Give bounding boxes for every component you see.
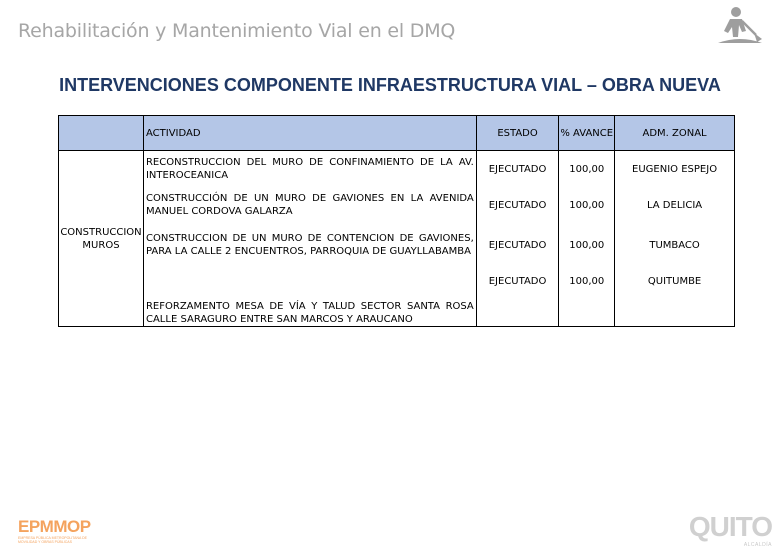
table-row xyxy=(59,223,735,267)
actividad-cell: RECONSTRUCCION DEL MURO DE CONFINAMIENTO DE LA AV. INTEROCEANICA xyxy=(143,151,476,188)
actividad-cell: REFORZAMENTO MESA DE VÍA Y TALUD SECTOR SANTA ROSA CALLE SARAGURO ENTRE SAN MARCOS Y ARAUCANO xyxy=(143,267,476,327)
estado-cell: EJECUTADO xyxy=(476,267,559,327)
slide-title: INTERVENCIONES COMPONENTE INFRAESTRUCTURA VIAL – OBRA NUEVA xyxy=(59,75,721,95)
zonal-cell: EUGENIO ESPEJO xyxy=(615,151,735,188)
estado-cell: EJECUTADO xyxy=(476,151,559,188)
quito-logo-text: QUITO xyxy=(688,511,772,542)
actividad-cell: CONSTRUCCION DE UN MURO DE CONTENCION DE GAVIONES, PARA LA CALLE 2 ENCUENTROS, PARROQUIA DE GUAYLLABAMBA xyxy=(143,223,476,267)
column-header-avance: % AVANCE xyxy=(559,116,615,151)
table-row xyxy=(59,187,735,223)
actividad-cell: CONSTRUCCIÓN DE UN MURO DE GAVIONES EN LA AVENIDA MANUEL CORDOVA GALARZA xyxy=(143,187,476,223)
avance-cell: 100,00 xyxy=(559,187,615,223)
quito-logo xyxy=(688,512,772,552)
estado-cell: EJECUTADO xyxy=(476,187,559,223)
zonal-cell: QUITUMBE xyxy=(615,267,735,327)
group-cell: CONSTRUCCION MUROS xyxy=(59,151,144,327)
quito-logo-subtitle: ALCALDÍA xyxy=(743,542,772,548)
table-row xyxy=(59,151,735,188)
column-header-adm-zonal: ADM. ZONAL xyxy=(615,116,735,151)
epmmop-logo xyxy=(18,518,98,552)
avance-cell: 100,00 xyxy=(559,151,615,188)
presentation-header-title: Rehabilitación y Mantenimiento Vial en el DMQ xyxy=(18,20,456,42)
zonal-cell: TUMBACO xyxy=(615,223,735,267)
worker-digging-icon xyxy=(716,5,764,45)
epmmop-logo-subtitle: EMPRESA PÚBLICA METROPOLITANA DE MOVILIDAD Y OBRAS PÚBLICAS xyxy=(18,536,87,544)
zonal-cell: LA DELICIA xyxy=(615,187,735,223)
avance-cell: 100,00 xyxy=(559,267,615,327)
table-row xyxy=(59,267,735,327)
column-header-estado: ESTADO xyxy=(476,116,559,151)
column-header-actividad: ACTIVIDAD xyxy=(143,116,476,151)
epmmop-logo-text: EPMMOP xyxy=(18,517,91,536)
interventions-table xyxy=(58,115,735,327)
avance-cell: 100,00 xyxy=(559,223,615,267)
estado-cell: EJECUTADO xyxy=(476,223,559,267)
table-header-row xyxy=(59,116,735,151)
column-header-group xyxy=(59,116,144,151)
